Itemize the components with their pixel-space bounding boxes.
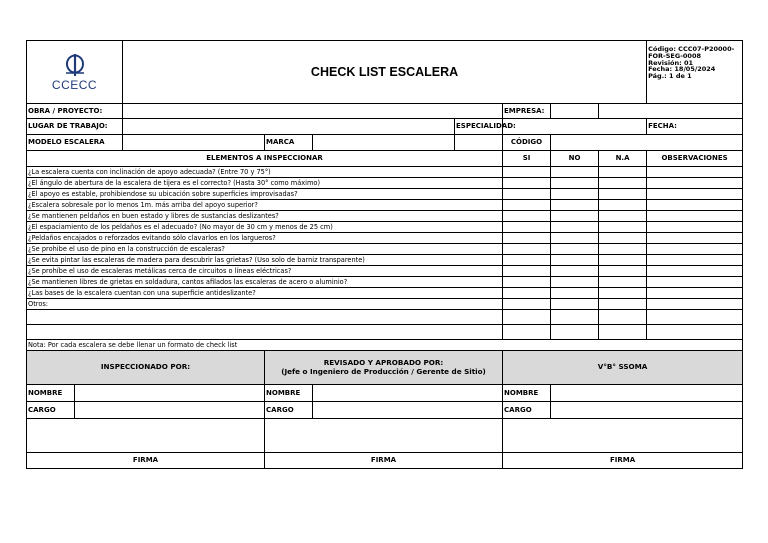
otros-row: [27, 299, 743, 310]
na-checkbox[interactable]: [599, 167, 647, 178]
si-checkbox[interactable]: [503, 310, 551, 325]
si-checkbox[interactable]: [503, 200, 551, 211]
si-checkbox[interactable]: [503, 167, 551, 178]
lugar-field[interactable]: [123, 119, 455, 135]
no-checkbox[interactable]: [551, 288, 599, 299]
no-header: NO: [551, 151, 599, 167]
signature-area-inspector[interactable]: [27, 419, 265, 453]
no-checkbox[interactable]: [551, 167, 599, 178]
observation-field[interactable]: [647, 211, 743, 222]
question-text: ¿Se mantienen libres de grietas en soldadura, cantos afilados las escaleras de acero o aluminio?: [27, 277, 503, 288]
table-row: [27, 255, 743, 266]
si-checkbox[interactable]: [503, 266, 551, 277]
na-checkbox[interactable]: [599, 189, 647, 200]
observation-field[interactable]: [647, 277, 743, 288]
codigo-label: CÓDIGO: [503, 135, 551, 151]
revisado-subtitle: (Jefe o Ingeniero de Producción / Gerente de Sitio): [281, 366, 486, 376]
cargo-field-ssoma[interactable]: [551, 402, 743, 419]
globe-logo-icon: [63, 54, 87, 76]
table-row: [27, 222, 743, 233]
question-text: ¿Las bases de la escalera cuentan con una superficie antideslizante?: [27, 288, 503, 299]
observation-field[interactable]: [647, 288, 743, 299]
table-row: [27, 211, 743, 222]
si-checkbox[interactable]: [503, 288, 551, 299]
empresa-field-extra[interactable]: [599, 104, 743, 119]
question-text: ¿Se prohibe el uso de pino en la construcción de escaleras?: [27, 244, 503, 255]
observation-field[interactable]: [647, 255, 743, 266]
meta-page: Pág.: 1 de 1: [648, 72, 692, 81]
table-row: [27, 200, 743, 211]
no-checkbox[interactable]: [551, 222, 599, 233]
observaciones-header: OBSERVACIONES: [647, 151, 743, 167]
na-checkbox[interactable]: [599, 255, 647, 266]
observation-field[interactable]: [647, 266, 743, 277]
especialidad-field[interactable]: [503, 119, 647, 135]
table-row: [27, 233, 743, 244]
observation-field[interactable]: [647, 200, 743, 211]
na-checkbox[interactable]: [599, 299, 647, 310]
question-text: ¿Escalera sobresale por lo menos 1m. más arriba del apoyo superior?: [27, 200, 503, 211]
empresa-label: EMPRESA:: [503, 104, 551, 119]
table-row: [27, 266, 743, 277]
signature-area-ssoma[interactable]: [503, 419, 743, 453]
lugar-label: LUGAR DE TRABAJO:: [27, 119, 123, 135]
si-checkbox[interactable]: [503, 299, 551, 310]
logo-text: CCECC: [51, 77, 98, 92]
no-checkbox[interactable]: [551, 277, 599, 288]
na-checkbox[interactable]: [599, 200, 647, 211]
firma-label: FIRMA: [265, 453, 503, 469]
revisado-header: [265, 351, 503, 385]
no-checkbox[interactable]: [551, 255, 599, 266]
na-checkbox[interactable]: [599, 288, 647, 299]
si-checkbox[interactable]: [503, 255, 551, 266]
document-meta: [647, 41, 743, 104]
si-header: SI: [503, 151, 551, 167]
no-checkbox[interactable]: [551, 325, 599, 340]
firma-label: FIRMA: [503, 453, 743, 469]
na-checkbox[interactable]: [599, 325, 647, 340]
si-checkbox[interactable]: [503, 178, 551, 189]
no-checkbox[interactable]: [551, 200, 599, 211]
empresa-field[interactable]: [551, 104, 599, 119]
vobo-header: V°B° SSOMA: [503, 351, 743, 385]
nombre-label: NOMBRE: [27, 385, 75, 402]
si-checkbox[interactable]: [503, 277, 551, 288]
fecha-cell[interactable]: [647, 119, 743, 135]
otros-label: Otros:: [27, 299, 503, 310]
cargo-label: CARGO: [27, 402, 75, 419]
si-checkbox[interactable]: [503, 244, 551, 255]
observation-field[interactable]: [647, 167, 743, 178]
meta-date: Fecha: 18/05/2024: [648, 65, 716, 74]
question-text: ¿Se mantienen peldaños en buen estado y libres de sustancias deslizantes?: [27, 211, 503, 222]
meta-revision: Revisión: 01: [648, 58, 694, 67]
form-title: CHECK LIST ESCALERA: [123, 41, 647, 104]
si-checkbox[interactable]: [503, 325, 551, 340]
blank-row: [27, 325, 743, 340]
inspeccionado-header: INSPECCIONADO POR:: [27, 351, 265, 385]
revisado-title: REVISADO Y APROBADO POR:: [323, 357, 444, 367]
observation-field[interactable]: [647, 178, 743, 189]
table-row: [27, 277, 743, 288]
question-text: ¿El ángulo de abertura de la escalera de tijera es el correcto? (Hasta 30° como máximo): [27, 178, 503, 189]
observation-field[interactable]: [647, 189, 743, 200]
na-checkbox[interactable]: [599, 222, 647, 233]
marca-field-extra[interactable]: [455, 135, 503, 151]
no-checkbox[interactable]: [551, 178, 599, 189]
observation-field[interactable]: [647, 222, 743, 233]
firma-label: FIRMA: [27, 453, 265, 469]
especialidad-label: ESPECIALIDAD:: [455, 119, 503, 135]
cargo-field-inspector[interactable]: [75, 402, 265, 419]
company-logo: [27, 41, 123, 104]
elementos-header: ELEMENTOS A INSPECCIONAR: [27, 151, 503, 167]
obra-label: OBRA / PROYECTO:: [27, 104, 123, 119]
cargo-label: CARGO: [265, 402, 313, 419]
table-row: [27, 178, 743, 189]
na-header: N.A: [599, 151, 647, 167]
cargo-label: CARGO: [503, 402, 551, 419]
signature-area-revisor[interactable]: [265, 419, 503, 453]
nota-text: Nota: Por cada escalera se debe llenar un formato de check list: [27, 340, 743, 351]
na-checkbox[interactable]: [599, 244, 647, 255]
observation-field[interactable]: [647, 299, 743, 310]
na-checkbox[interactable]: [599, 310, 647, 325]
cargo-field-revisor[interactable]: [313, 402, 503, 419]
si-checkbox[interactable]: [503, 233, 551, 244]
question-text: ¿Se prohíbe el uso de escaleras metálicas cerca de circuitos o líneas eléctricas?: [27, 266, 503, 277]
question-text: ¿La escalera cuenta con inclinación de apoyo adecuada? (Entre 70 y 75°): [27, 167, 503, 178]
table-row: [27, 189, 743, 200]
no-checkbox[interactable]: [551, 244, 599, 255]
meta-code: Código: CCC07-P20000-FOR-SEG-0008: [648, 45, 735, 60]
observation-field[interactable]: [647, 244, 743, 255]
obra-field[interactable]: [123, 104, 503, 119]
observation-field[interactable]: [647, 310, 743, 325]
question-text: ¿El apoyo es estable, prohibiendose su ubicación sobre superficies improvisadas?: [27, 189, 503, 200]
table-row: [27, 288, 743, 299]
fecha-label: FECHA:: [648, 122, 677, 130]
observation-field[interactable]: [647, 233, 743, 244]
nombre-field-ssoma[interactable]: [551, 385, 743, 402]
marca-field[interactable]: [313, 135, 455, 151]
no-checkbox[interactable]: [551, 266, 599, 277]
marca-label: MARCA: [265, 135, 313, 151]
no-checkbox[interactable]: [551, 299, 599, 310]
na-checkbox[interactable]: [599, 211, 647, 222]
table-row: [27, 244, 743, 255]
nombre-field-inspector[interactable]: [75, 385, 265, 402]
si-checkbox[interactable]: [503, 211, 551, 222]
na-checkbox[interactable]: [599, 178, 647, 189]
question-text: ¿Peldaños encajados o reforzados evitando sólo clavarlos en los largueros?: [27, 233, 503, 244]
si-checkbox[interactable]: [503, 189, 551, 200]
modelo-field[interactable]: [123, 135, 265, 151]
no-checkbox[interactable]: [551, 211, 599, 222]
checklist-form: [26, 40, 743, 469]
observation-field[interactable]: [647, 325, 743, 340]
codigo-field[interactable]: [551, 135, 743, 151]
question-text: ¿Se evita pintar las escaleras de madera para descubrir las grietas? (Uso solo de barniz transparente): [27, 255, 503, 266]
na-checkbox[interactable]: [599, 277, 647, 288]
na-checkbox[interactable]: [599, 266, 647, 277]
no-checkbox[interactable]: [551, 189, 599, 200]
otros-field[interactable]: [27, 325, 503, 340]
blank-row: [27, 310, 743, 325]
nombre-label: NOMBRE: [503, 385, 551, 402]
table-row: [27, 167, 743, 178]
na-checkbox[interactable]: [599, 233, 647, 244]
otros-field[interactable]: [27, 310, 503, 325]
nombre-label: NOMBRE: [265, 385, 313, 402]
question-text: ¿El espaciamiento de los peldaños es el adecuado? (No mayor de 30 cm y menos de 25 cm): [27, 222, 503, 233]
modelo-label: MODELO ESCALERA: [27, 135, 123, 151]
nombre-field-revisor[interactable]: [313, 385, 503, 402]
no-checkbox[interactable]: [551, 233, 599, 244]
si-checkbox[interactable]: [503, 222, 551, 233]
no-checkbox[interactable]: [551, 310, 599, 325]
